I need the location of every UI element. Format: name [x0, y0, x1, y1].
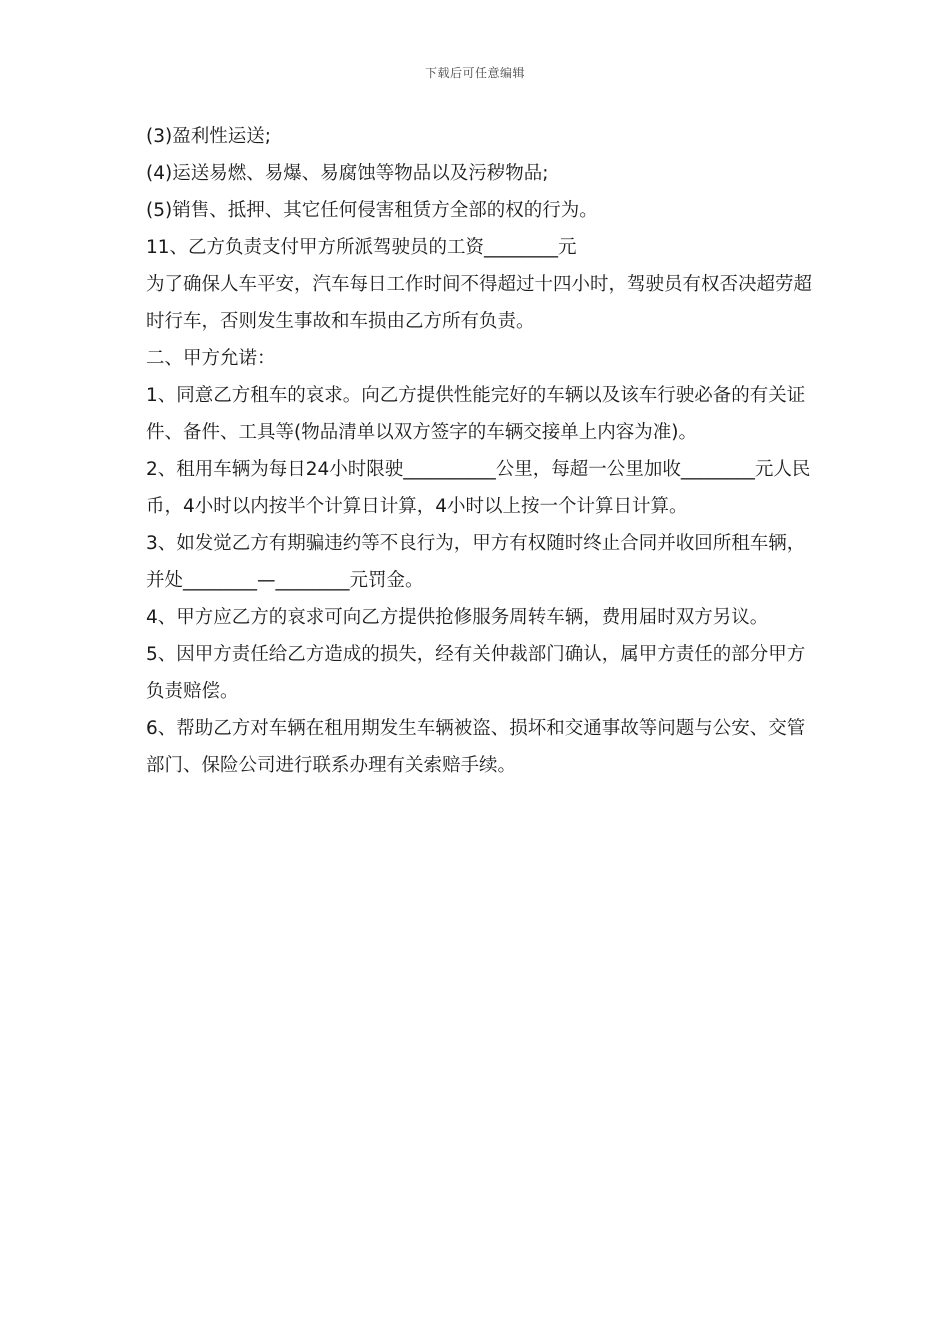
clause-4: (4)运送易燃、易爆、易腐蚀等物品以及污秽物品; [146, 163, 549, 184]
party-a-item-2: 2、租用车辆为每日24小时限驶__________公里，每超一公里加收________元人民币，4小时以内按半个计算日计算，4小时以上按一个计算日计算。 [146, 459, 811, 517]
page-header: 下载后可任意编辑 [424, 66, 525, 80]
clause-3: (3)盈利性运送; [146, 126, 271, 147]
clause-5: (5)销售、抵押、其它任何侵害租赁方全部的权的行为。 [146, 200, 598, 221]
party-a-item-5: 5、因甲方责任给乙方造成的损失，经有关仲裁部门确认，属甲方责任的部分甲方负责赔偿。 [146, 644, 806, 702]
section-heading-party-a: 二、甲方允诺： [146, 348, 276, 369]
party-a-item-4: 4、甲方应乙方的哀求可向乙方提供抢修服务周转车辆，费用届时双方另议。 [146, 607, 769, 628]
document-body [146, 118, 814, 784]
party-a-item-6: 6、帮助乙方对车辆在租用期发生车辆被盗、损坏和交通事故等问题与公安、交管部门、保险公司进行联系办理有关索赔手续。 [146, 718, 806, 776]
party-a-item-1: 1、同意乙方租车的哀求。向乙方提供性能完好的车辆以及该车行驶必备的有关证件、备件、工具等(物品清单以双方签字的车辆交接单上内容为准)。 [146, 385, 806, 443]
safety-paragraph: 为了确保人车平安，汽车每日工作时间不得超过十四小时，驾驶员有权否决超劳超时行车，否则发生事故和车损由乙方所有负责。 [146, 274, 813, 332]
clause-11: 11、乙方负责支付甲方所派驾驶员的工资________元 [146, 237, 577, 258]
party-a-item-3: 3、如发觉乙方有期骗违约等不良行为，甲方有权随时终止合同并收回所租车辆，并处________—________元罚金。 [146, 533, 806, 591]
